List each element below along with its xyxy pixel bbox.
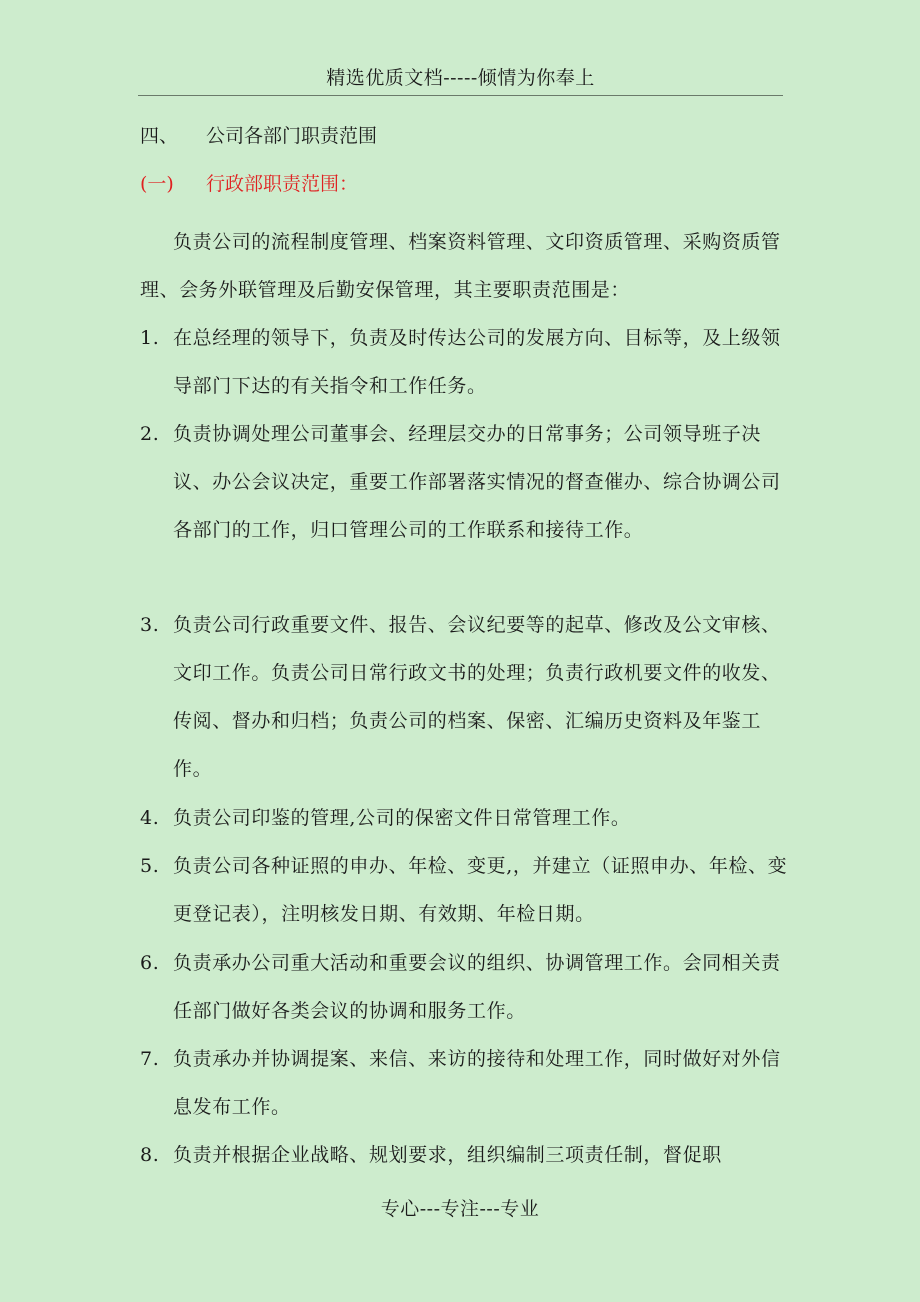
section-heading: [140, 121, 377, 151]
subsection-title: 行政部职责范围：: [206, 173, 359, 195]
page-footer: 专心---专注---专业: [380, 1198, 540, 1220]
subsection-heading: [140, 169, 358, 199]
list-item: [140, 314, 790, 410]
list-item: [140, 1131, 790, 1179]
list-item-text: 负责公司印鉴的管理,公司的保密文件日常管理工作。: [173, 807, 631, 829]
list-item: [140, 601, 790, 793]
list-item: [140, 939, 790, 1035]
list-item-number: 7.: [140, 1048, 160, 1070]
list-item-text: 在总经理的领导下，负责及时传达公司的发展方向、目标等，及上级领导部门下达的有关指令和工作任务。: [173, 327, 781, 397]
list-item-number: 5.: [140, 855, 160, 877]
list-item: [140, 842, 790, 938]
list-item: [140, 794, 790, 842]
list-item-text: 负责并根据企业战略、规划要求，组织编制三项责任制，督促职: [173, 1144, 722, 1166]
list-item-text: 负责公司行政重要文件、报告、会议纪要等的起草、修改及公文审核、文印工作。负责公司日常行政文书的处理；负责行政机要文件的收发、传阅、督办和归档；负责公司的档案、保密、汇编历史资料及年鉴工作。: [173, 614, 781, 780]
list-item: [140, 410, 790, 554]
subsection-number: (一): [140, 173, 174, 195]
list-item-number: 6.: [140, 952, 160, 974]
list-item-number: 8.: [140, 1144, 160, 1166]
list-item-number: 4.: [140, 807, 160, 829]
list-item-number: 1.: [140, 327, 160, 349]
list-item-text: 负责公司各种证照的申办、年检、变更,，并建立（证照申办、年检、变更登记表），注明核发日期、有效期、年检日期。: [173, 855, 788, 925]
page-header: 精选优质文档-----倾情为你奉上: [326, 67, 595, 89]
intro-paragraph: 负责公司的流程制度管理、档案资料管理、文印资质管理、采购资质管理、会务外联管理及后勤安保管理，其主要职责范围是：: [140, 231, 781, 301]
header-divider: [138, 95, 783, 96]
section-number: 四、: [140, 125, 179, 147]
list-item: [140, 1035, 790, 1131]
list-item-text: 负责承办并协调提案、来信、来访的接待和处理工作，同时做好对外信息发布工作。: [173, 1048, 781, 1118]
list-item-text: 负责承办公司重大活动和重要会议的组织、协调管理工作。会同相关责任部门做好各类会议的协调和服务工作。: [173, 952, 781, 1022]
section-title: 公司各部门职责范围: [206, 125, 378, 147]
list-item-number: 2.: [140, 423, 160, 445]
list-item-number: 3.: [140, 614, 160, 636]
list-item-text: 负责协调处理公司董事会、经理层交办的日常事务；公司领导班子决议、办公会议决定，重要工作部署落实情况的督查催办、综合协调公司各部门的工作，归口管理公司的工作联系和接待工作。: [173, 423, 781, 541]
